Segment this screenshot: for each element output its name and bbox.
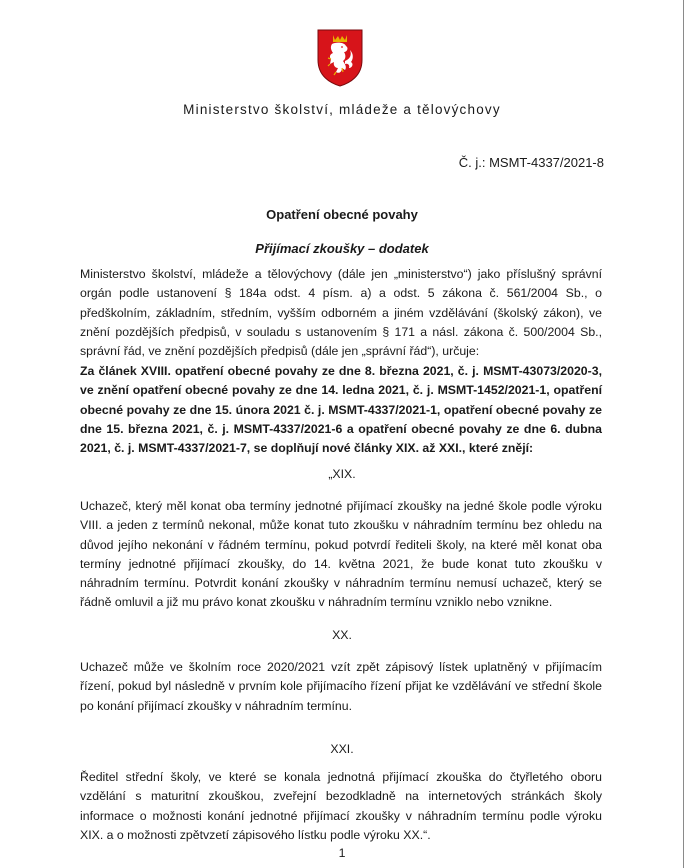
- section-heading-xix: „XIX.: [328, 467, 356, 481]
- ministry-name: Ministerstvo školství, mládeže a tělovýchovy: [183, 102, 501, 117]
- document-subtitle: Přijímací zkoušky – dodatek: [255, 241, 429, 256]
- page-number: 1: [338, 846, 346, 860]
- section-heading-xxi: XXI.: [330, 742, 354, 756]
- section-text-xx: Uchazeč může ve školním roce 2020/2021 vzít zpět zápisový lístek uplatněný v přijímacím řízení, pokud byl následně v prvním kole přijímacího řízení přijat ke vzdělávání ve střední škole po konání přijímací zkoušky v náhradním termínu.: [80, 660, 602, 713]
- section-text-xxi: Ředitel střední školy, ve které se konala jednotná přijímací zkouška do čtyřletého oboru vzdělání s maturitní zkouškou, zveřejní bezodkladně na internetových stránkách školy informace o možnosti konání jednotné přijímací zkoušky v náhradním termínu podle výroku XIX. a o možnosti zpětvzetí zápisového lístku podle výroku XX.“.: [80, 770, 602, 842]
- section-text-xix: Uchazeč, který měl konat oba termíny jednotné přijímací zkoušky na jedné škole podle výroku VIII. a jeden z termínů nekonal, může konat tuto zkoušku v náhradním termínu bez ohledu na důvod jejího nekonání v řádném termínu, pokud potvrdí řediteli školy, na které měl konat oba termíny jednotné přijímací zkoušky, do 14. května 2021, že bude konat tuto zkoušku v náhradním termínu. Potvrdit konání zkoušky v náhradním termínu nemusí uchazeč, který se řádně omluvil a již mu právo konat zkoušku v náhradním termínu vzniklo nebo vznikne.: [80, 499, 602, 610]
- intro-paragraph: Ministerstvo školství, mládeže a tělovýchovy (dále jen „ministerstvo“) jako příslušný správní orgán podle ustanovení § 184a odst. 4 písm. a) a odst. 5 zákona č. 561/2004 Sb., o předškolním, základním, středním, vyšším odborném a jiném vzdělávání (školský zákon), ve znění pozdějších předpisů, v souladu s ustanovením § 171 a násl. zákona č. 500/2004 Sb., správní řád, ve znění pozdějších předpisů (dále jen „správní řád“), určuje:: [80, 267, 602, 359]
- amendment-statement: Za článek XVIII. opatření obecné povahy ze dne 8. března 2021, č. j. MSMT-43073/2020-3, ve znění opatření obecné povahy ze dne 14. ledna 2021, č. j. MSMT-1452/2021-1, opatření obecné povahy ze dne 15. února 2021 č. j. MSMT-4337/2021-1, opatření obecné povahy ze dne 15. března 2021, č. j. MSMT-4337/2021-6 a opatření obecné povahy ze dne 6. dubna 2021, č. j. MSMT-4337/2021-7, se doplňují nové články XIX. až XXI., které znějí:: [80, 364, 602, 456]
- document-title: Opatření obecné povahy: [266, 207, 418, 222]
- reference-number: Č. j.: MSMT-4337/2021-8: [458, 155, 604, 170]
- coat-of-arms-icon: [316, 28, 364, 88]
- section-heading-xx: XX.: [332, 628, 352, 642]
